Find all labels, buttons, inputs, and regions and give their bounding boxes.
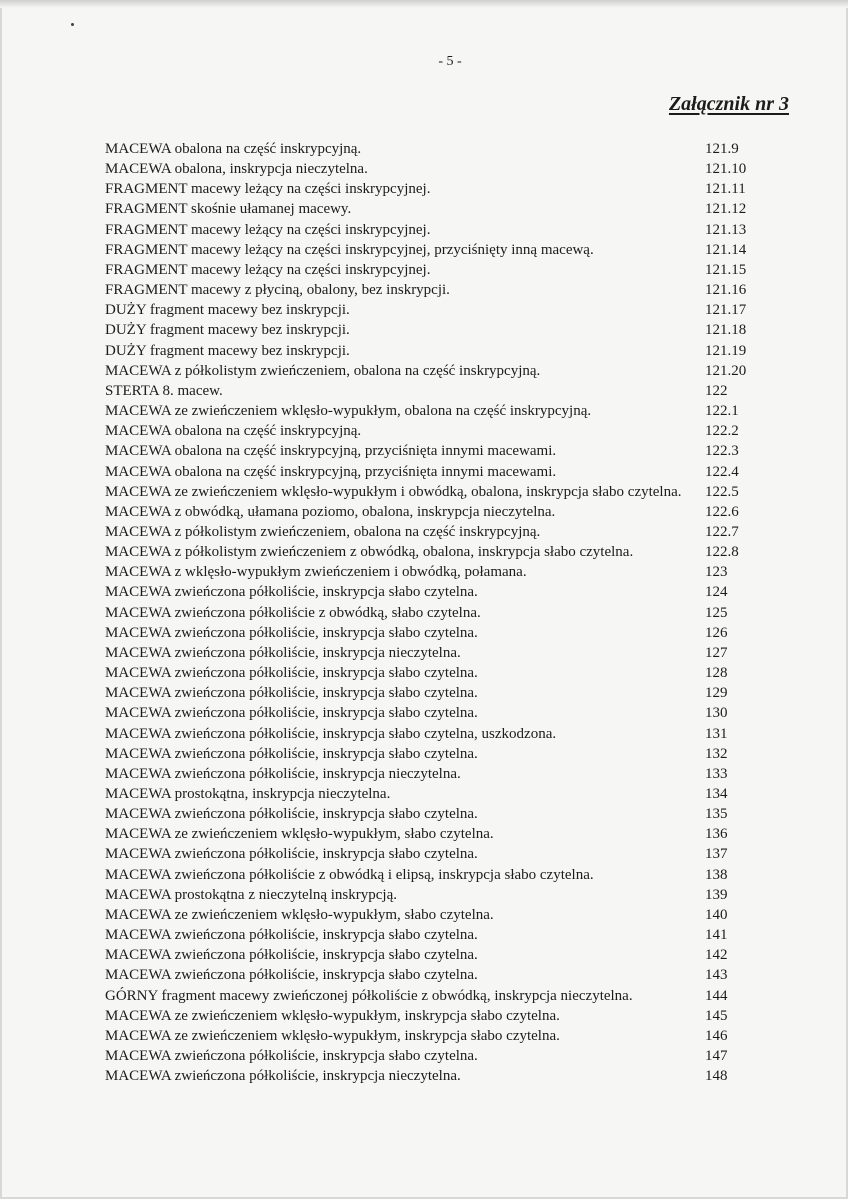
list-item (105, 824, 745, 844)
entry-description: FRAGMENT macewy z płyciną, obalony, bez inskrypcji. (105, 282, 450, 299)
entry-number: 122.2 (705, 423, 739, 440)
entry-description: MACEWA z półkolistym zwieńczeniem z obwódką, obalona, inskrypcja słabo czytelna. (105, 544, 634, 561)
list-item (105, 1006, 745, 1026)
list-item (105, 199, 745, 219)
entry-number: 121.13 (705, 221, 747, 238)
entry-number: 144 (705, 987, 728, 1004)
list-item (105, 1066, 745, 1086)
entry-description: MACEWA zwieńczona półkoliście, inskrypcja słabo czytelna. (105, 685, 478, 702)
entry-number: 122.7 (705, 523, 739, 540)
list-item (105, 562, 745, 582)
list-item (105, 522, 745, 542)
entry-number: 122.6 (705, 503, 739, 520)
list-item (105, 925, 745, 945)
entry-number: 140 (705, 906, 728, 923)
list-item (105, 1046, 745, 1066)
entry-description: MACEWA obalona na część inskrypcyjną, przyciśnięta innymi macewami. (105, 463, 557, 480)
entry-description: MACEWA z obwódką, ułamana poziomo, obalona, inskrypcja nieczytelna. (105, 503, 556, 520)
entry-number: 121.19 (705, 342, 747, 359)
entry-description: MACEWA obalona na część inskrypcyjną, przyciśnięta innymi macewami. (105, 443, 557, 460)
entry-number: 146 (705, 1027, 728, 1044)
list-item (105, 502, 745, 522)
list-item (105, 320, 745, 340)
list-item (105, 401, 745, 421)
entry-number: 128 (705, 665, 728, 682)
entry-description: MACEWA prostokątna z nieczytelną inskrypcją. (105, 886, 398, 903)
entry-number: 132 (705, 745, 728, 762)
list-item (105, 986, 745, 1006)
list-item (105, 280, 745, 300)
entry-number: 129 (705, 685, 728, 702)
list-item (105, 139, 745, 159)
list-item (105, 240, 745, 260)
entry-number: 121.12 (705, 201, 747, 218)
list-item (105, 542, 745, 562)
entry-number: 148 (705, 1068, 728, 1085)
entry-number: 121.17 (705, 302, 747, 319)
entry-description: MACEWA prostokątna, inskrypcja nieczytelna. (105, 786, 391, 802)
list-item (105, 965, 745, 985)
entry-description: MACEWA zwieńczona półkoliście, inskrypcja słabo czytelna. (105, 806, 478, 823)
entry-description: MACEWA zwieńczona półkoliście, inskrypcja słabo czytelna. (105, 846, 478, 863)
entry-number: 135 (705, 806, 728, 823)
entry-number: 130 (705, 705, 728, 722)
entry-description: MACEWA zwieńczona półkoliście, inskrypcja słabo czytelna. (105, 624, 478, 641)
entry-number: 142 (705, 947, 728, 964)
list-item (105, 159, 745, 179)
scan-speck (71, 23, 74, 26)
entry-number: 122.4 (705, 463, 739, 480)
entry-description: MACEWA z półkolistym zwieńczeniem, obalona na część inskrypcyjną. (105, 362, 541, 379)
entry-description: MACEWA zwieńczona półkoliście, inskrypcja nieczytelna. (105, 644, 461, 661)
entry-number: 122.5 (705, 483, 739, 500)
list-item (105, 421, 745, 441)
entry-number: 141 (705, 927, 728, 944)
entry-description: MACEWA zwieńczona półkoliście, inskrypcja słabo czytelna. (105, 927, 478, 944)
entry-number: 121.11 (705, 181, 746, 198)
entry-number: 131 (705, 725, 728, 742)
entry-number: 136 (705, 826, 728, 843)
entry-number: 121.10 (705, 161, 747, 178)
list-item (105, 905, 745, 925)
list-item (105, 744, 745, 764)
list-item (105, 381, 745, 401)
entry-description: FRAGMENT macewy leżący na części inskrypcyjnej. (105, 221, 431, 238)
list-item (105, 724, 745, 744)
entry-description: GÓRNY fragment macewy zwieńczonej półkoliście z obwódką, inskrypcja nieczytelna. (105, 987, 633, 1004)
entry-description: MACEWA zwieńczona półkoliście, inskrypcja słabo czytelna. (105, 705, 478, 722)
entry-description: DUŻY fragment macewy bez inskrypcji. (105, 342, 350, 359)
entry-description: STERTA 8. macew. (105, 382, 223, 399)
entry-description: FRAGMENT macewy leżący na części inskrypcyjnej. (105, 261, 431, 278)
entry-number: 139 (705, 886, 728, 903)
list-item (105, 865, 745, 885)
entry-description: MACEWA ze zwieńczeniem wklęsło-wypukłym i obwódką, obalona, inskrypcja słabo czytelna. (105, 483, 682, 500)
list-item (105, 623, 745, 643)
page-number: - 5 - (438, 54, 462, 69)
entry-description: MACEWA ze zwieńczeniem wklęsło-wypukłym, słabo czytelna. (105, 906, 494, 923)
entry-description: DUŻY fragment macewy bez inskrypcji. (105, 322, 350, 339)
entry-number: 125 (705, 604, 728, 621)
entry-description: MACEWA ze zwieńczeniem wklęsło-wypukłym, słabo czytelna. (105, 826, 494, 843)
entry-number: 121.16 (705, 282, 747, 299)
entry-description: FRAGMENT macewy leżący na części inskrypcyjnej, przyciśnięty inną macewą. (105, 241, 594, 258)
list-item (105, 804, 745, 824)
entry-number: 127 (705, 644, 728, 661)
entry-number: 124 (705, 584, 728, 601)
list-item (105, 341, 745, 361)
list-item (105, 361, 745, 381)
entry-number: 121.14 (705, 241, 747, 258)
entry-description: FRAGMENT macewy leżący na części inskrypcyjnej. (105, 181, 431, 198)
entry-number: 122.1 (705, 403, 739, 420)
entry-description: MACEWA ze zwieńczeniem wklęsło-wypukłym, obalona na część inskrypcyjną. (105, 403, 592, 420)
entry-number: 121.15 (705, 261, 747, 278)
entry-description: MACEWA zwieńczona półkoliście, inskrypcja nieczytelna. (105, 765, 461, 782)
entry-description: MACEWA zwieńczona półkoliście, inskrypcja słabo czytelna. (105, 665, 478, 682)
entry-number: 121.18 (705, 322, 747, 339)
entry-description: MACEWA obalona, inskrypcja nieczytelna. (105, 161, 368, 178)
entry-number: 122 (705, 382, 728, 399)
list-item (105, 844, 745, 864)
list-item (105, 764, 745, 784)
list-item (105, 784, 745, 804)
entry-number: 147 (705, 1048, 728, 1065)
list-item (105, 441, 745, 461)
entry-description: MACEWA ze zwieńczeniem wklęsło-wypukłym, inskrypcja słabo czytelna. (105, 1007, 560, 1024)
entry-number: 133 (705, 765, 728, 782)
entry-description: MACEWA z półkolistym zwieńczeniem, obalona na część inskrypcyjną. (105, 523, 541, 540)
entry-description: MACEWA zwieńczona półkoliście, inskrypcja słabo czytelna, uszkodzona. (105, 725, 557, 742)
list-item (105, 603, 745, 623)
entry-description: MACEWA zwieńczona półkoliście, inskrypcja nieczytelna. (105, 1068, 461, 1085)
entry-number: 134 (705, 786, 728, 802)
list-item (105, 482, 745, 502)
list-item (105, 643, 745, 663)
entry-number: 121.20 (705, 362, 747, 379)
entry-description: MACEWA zwieńczona półkoliście z obwódką i elipsą, inskrypcja słabo czytelna. (105, 866, 594, 883)
entry-description: MACEWA obalona na część inskrypcyjną. (105, 141, 362, 157)
entry-number: 137 (705, 846, 728, 863)
entry-description: MACEWA zwieńczona półkoliście, inskrypcja słabo czytelna. (105, 967, 478, 984)
entry-number: 138 (705, 866, 728, 883)
list-item (105, 703, 745, 723)
list-item (105, 683, 745, 703)
entry-list (105, 139, 745, 1086)
list-item (105, 885, 745, 905)
entry-description: MACEWA zwieńczona półkoliście z obwódką, słabo czytelna. (105, 604, 481, 621)
entry-number: 122.3 (705, 443, 739, 460)
list-item (105, 1026, 745, 1046)
list-item (105, 945, 745, 965)
list-item (105, 260, 745, 280)
entry-number: 122.8 (705, 544, 739, 561)
entry-description: MACEWA zwieńczona półkoliście, inskrypcja słabo czytelna. (105, 947, 478, 964)
entry-description: DUŻY fragment macewy bez inskrypcji. (105, 302, 350, 319)
list-item (105, 300, 745, 320)
entry-description: MACEWA zwieńczona półkoliście, inskrypcja słabo czytelna. (105, 1048, 478, 1065)
list-item (105, 179, 745, 199)
entry-description: MACEWA z wklęsło-wypukłym zwieńczeniem i obwódką, połamana. (105, 564, 527, 581)
scan-top-edge (0, 0, 848, 8)
list-item (105, 462, 745, 482)
entry-description: FRAGMENT skośnie ułamanej macewy. (105, 201, 352, 218)
list-item (105, 663, 745, 683)
entry-number: 145 (705, 1007, 728, 1024)
entry-description: MACEWA obalona na część inskrypcyjną. (105, 423, 362, 440)
entry-description: MACEWA ze zwieńczeniem wklęsło-wypukłym, inskrypcja słabo czytelna. (105, 1027, 560, 1044)
list-item (105, 582, 745, 602)
entry-number: 126 (705, 624, 728, 641)
entry-description: MACEWA zwieńczona półkoliście, inskrypcja słabo czytelna. (105, 584, 478, 601)
entry-number: 123 (705, 564, 728, 581)
entry-description: MACEWA zwieńczona półkoliście, inskrypcja słabo czytelna. (105, 745, 478, 762)
entry-number: 121.9 (705, 141, 739, 157)
list-item (105, 220, 745, 240)
annex-title: Załącznik nr 3 (668, 93, 789, 115)
entry-number: 143 (705, 967, 728, 984)
